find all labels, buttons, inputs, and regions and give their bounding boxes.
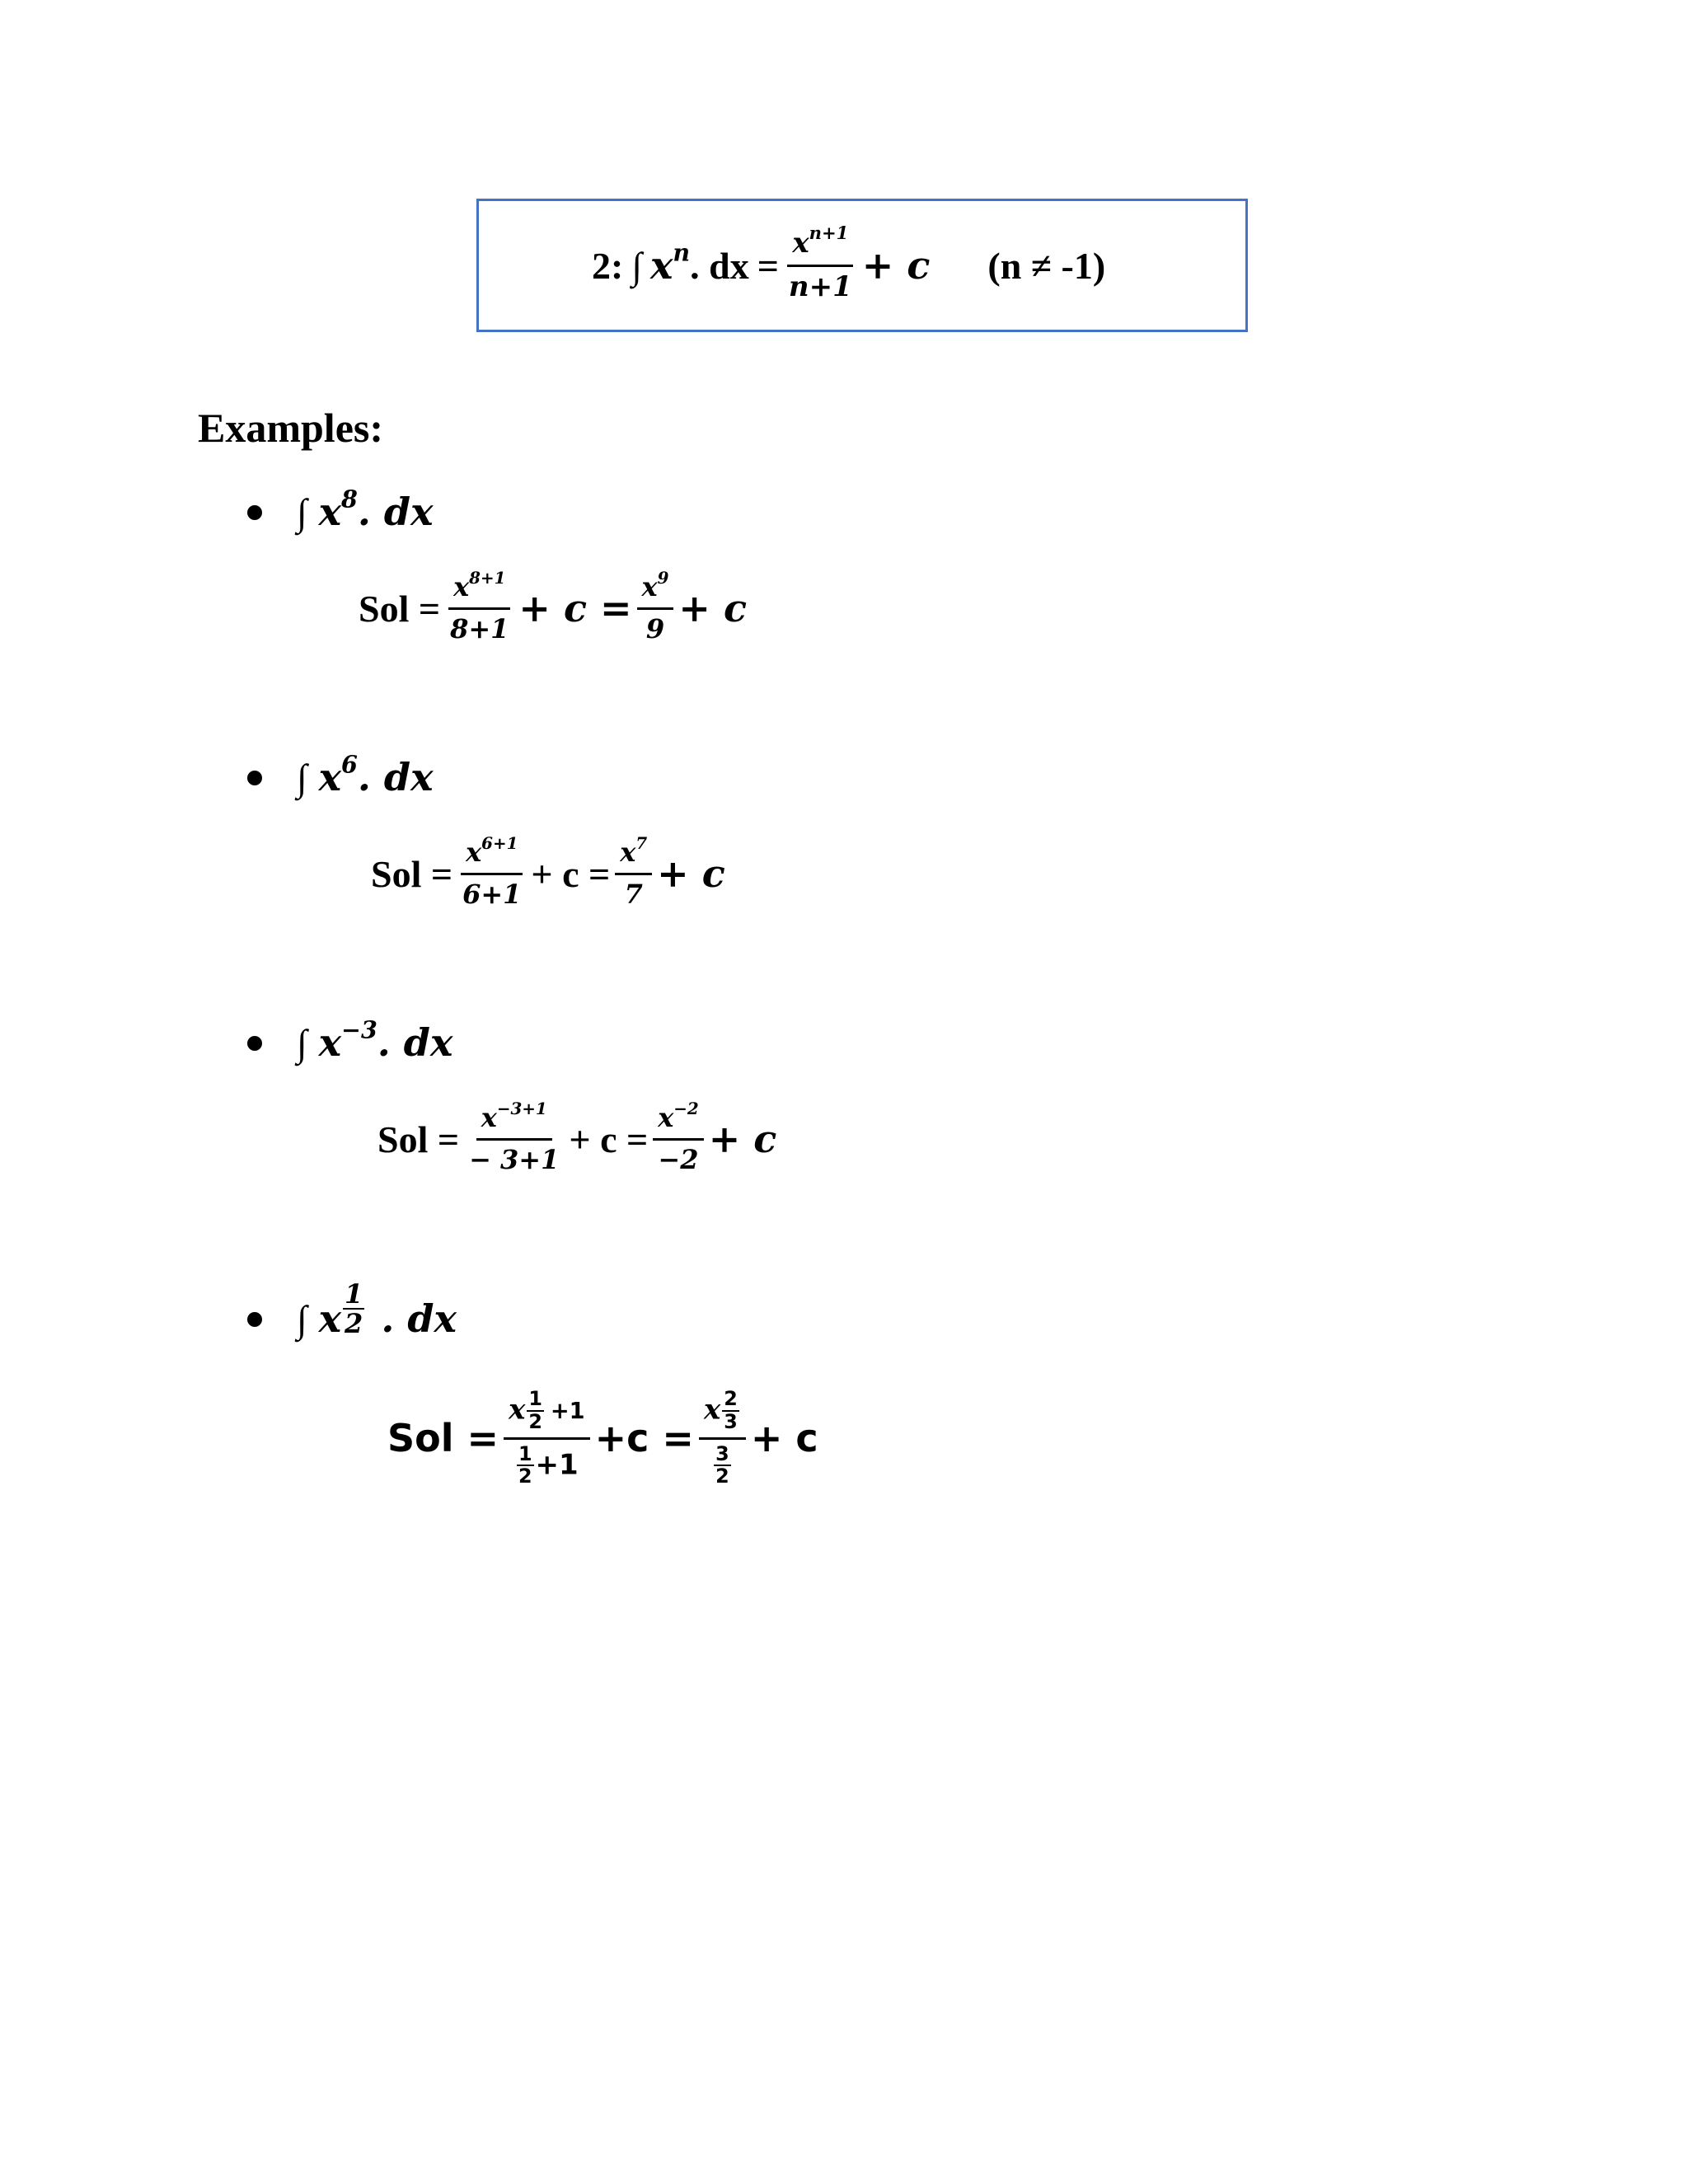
integral-sign: ∫ bbox=[297, 490, 307, 533]
integral-sign: ∫ bbox=[297, 1021, 307, 1064]
rule-var: $x^n$ bbox=[649, 238, 691, 288]
rule-condition: (n ≠ -1) bbox=[987, 244, 1106, 287]
integral-sign: ∫ bbox=[297, 1297, 307, 1340]
integral-sign: ∫ bbox=[631, 244, 642, 287]
example-4-solution: Sol = x $\frac{1}{2}$ +1 $\frac{1}{2}$ +1 +c = x $\frac{2}{3}$ $\frac{3}{2}$ + c bbox=[387, 1386, 818, 1488]
example-3-solution: Sol = $\frac{x^{-3+1}}{- 3+1}$ + c = $\frac{x^{-2}}{-2}$ + c bbox=[377, 1099, 777, 1175]
bullet-2 bbox=[247, 771, 262, 785]
example-3-integral: ∫ $x^{-3}$ . dx bbox=[297, 1015, 453, 1065]
bullet-1 bbox=[247, 505, 262, 520]
rule-dx: . dx bbox=[690, 244, 749, 287]
examples-heading: Examples: bbox=[198, 405, 383, 451]
example-2-integral: ∫ $x^6$ . dx bbox=[297, 750, 434, 799]
bullet-4 bbox=[247, 1312, 262, 1327]
bullet-3 bbox=[247, 1036, 262, 1051]
rule-label: 2: bbox=[592, 244, 624, 287]
rule-plus-c: + c bbox=[861, 243, 931, 288]
rule-equals: = bbox=[757, 244, 779, 287]
rule-fraction: $\frac{x^{n+1}}{n+1}$ bbox=[788, 223, 852, 303]
example-2-solution: Sol = $\frac{x^{6+1}}{6+1}$ + c = $\frac{x^7}{7}$ + c bbox=[371, 833, 725, 910]
example-1-integral: ∫ $x^8$ . dx bbox=[297, 485, 434, 534]
example-4-integral: ∫ x $\frac{1}{2}$ . dx bbox=[297, 1278, 457, 1341]
rule-formula bbox=[592, 204, 1105, 326]
example-1-solution: Sol = $\frac{x^{8+1}}{8+1}$ + c = $\frac{x^9}{9}$ + c bbox=[359, 568, 747, 644]
integral-sign: ∫ bbox=[297, 756, 307, 799]
